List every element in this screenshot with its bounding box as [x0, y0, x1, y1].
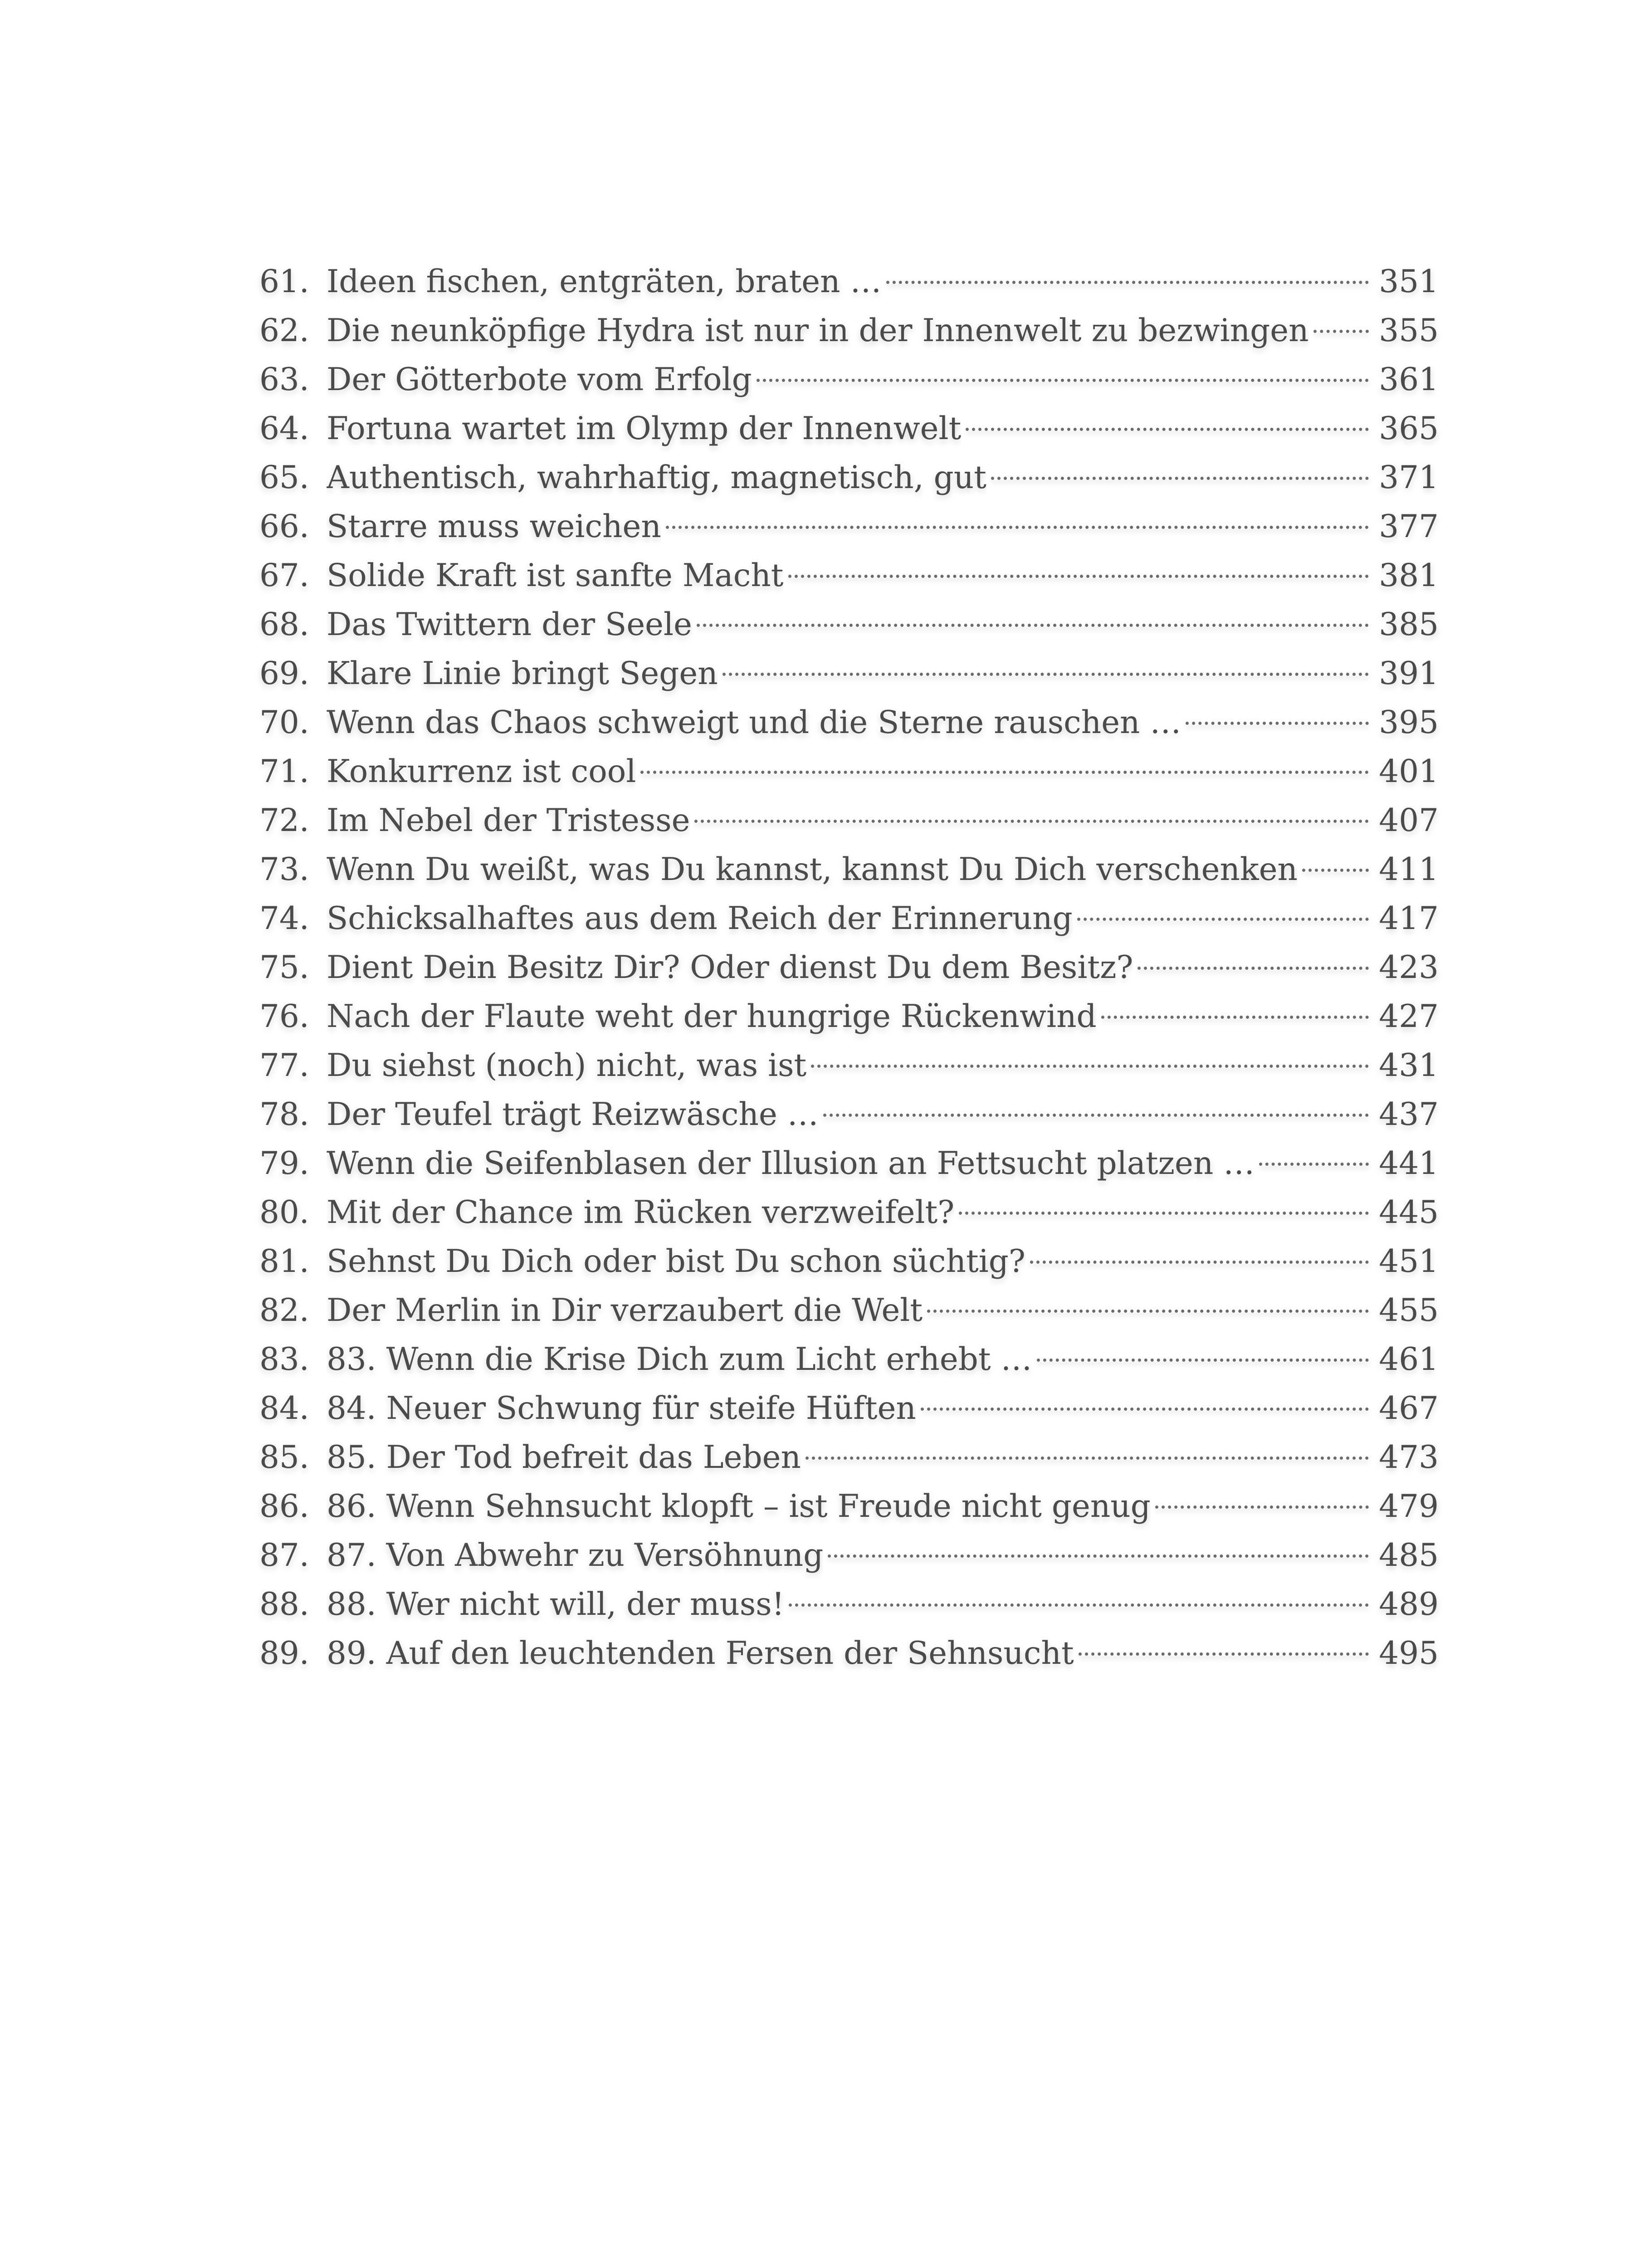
- entry-page-number: 445: [1379, 1194, 1439, 1231]
- entry-title: Der Teufel trägt Reizwäsche …: [327, 1096, 819, 1133]
- dot-leader: [722, 673, 1369, 676]
- entry-title: Wenn Du weißt, was Du kannst, kannst Du Dich verschenken: [327, 851, 1298, 888]
- toc-entry: [259, 747, 1439, 796]
- toc-entry: [259, 1482, 1439, 1531]
- dot-leader: [1037, 1359, 1369, 1362]
- dot-leader: [1077, 918, 1369, 921]
- entry-page-number: 385: [1379, 606, 1439, 643]
- entry-title: Ideen fischen, entgräten, braten …: [327, 264, 882, 300]
- dot-leader: [823, 1114, 1369, 1117]
- entry-number: 71.: [259, 753, 309, 790]
- entry-page-number: 411: [1379, 851, 1439, 888]
- entry-title: 83. Wenn die Krise Dich zum Licht erhebt …: [327, 1341, 1032, 1378]
- entry-title: Klare Linie bringt Segen: [327, 655, 718, 692]
- toc-entry: [259, 845, 1439, 894]
- entry-title: 87. Von Abwehr zu Versöhnung: [327, 1537, 824, 1574]
- entry-page-number: 473: [1379, 1439, 1439, 1476]
- entry-title: Der Merlin in Dir verzaubert die Welt: [327, 1292, 923, 1329]
- entry-title: Dient Dein Besitz Dir? Oder dienst Du dem Besitz?: [327, 949, 1133, 986]
- entry-number: 76.: [259, 998, 309, 1035]
- dot-leader: [789, 1603, 1369, 1607]
- entry-title: Im Nebel der Tristesse: [327, 802, 690, 839]
- toc-entry: [259, 1286, 1439, 1335]
- dot-leader: [1313, 330, 1369, 333]
- toc-entry: [259, 404, 1439, 453]
- entry-title: 88. Wer nicht will, der muss!: [327, 1586, 785, 1623]
- entry-page-number: 361: [1379, 362, 1439, 398]
- entry-page-number: 371: [1379, 459, 1439, 496]
- toc-entry: [259, 1237, 1439, 1286]
- entry-page-number: 395: [1379, 704, 1439, 741]
- entry-title: Authentisch, wahrhaftig, magnetisch, gut: [327, 459, 986, 496]
- entry-title: Konkurrenz ist cool: [327, 753, 636, 790]
- entry-number: 70.: [259, 704, 309, 741]
- entry-page-number: 355: [1379, 313, 1439, 349]
- entry-number: 73.: [259, 851, 309, 888]
- entry-number: 65.: [259, 459, 309, 496]
- entry-number: 88.: [259, 1586, 309, 1623]
- dot-leader: [1079, 1652, 1369, 1656]
- toc-entry: [259, 943, 1439, 992]
- entry-number: 78.: [259, 1096, 309, 1133]
- entry-page-number: 417: [1379, 900, 1439, 937]
- dot-leader: [811, 1065, 1369, 1068]
- entry-number: 86.: [259, 1488, 309, 1525]
- dot-leader: [1137, 967, 1369, 970]
- entry-number: 64.: [259, 411, 309, 447]
- entry-number: 72.: [259, 802, 309, 839]
- toc-entry: [259, 1188, 1439, 1237]
- dot-leader: [959, 1212, 1369, 1215]
- entry-title: Schicksalhaftes aus dem Reich der Erinnerung: [327, 900, 1073, 937]
- entry-page-number: 427: [1379, 998, 1439, 1035]
- entry-page-number: 407: [1379, 802, 1439, 839]
- entry-page-number: 467: [1379, 1390, 1439, 1427]
- entry-number: 67.: [259, 557, 309, 594]
- dot-leader: [886, 281, 1369, 284]
- toc-entry: [259, 649, 1439, 698]
- toc-entry: [259, 1090, 1439, 1139]
- entry-page-number: 485: [1379, 1537, 1439, 1574]
- entry-page-number: 495: [1379, 1635, 1439, 1672]
- dot-leader: [1259, 1163, 1369, 1166]
- dot-leader: [1155, 1505, 1369, 1509]
- entry-number: 82.: [259, 1292, 309, 1329]
- entry-number: 74.: [259, 900, 309, 937]
- toc-entry: [259, 1139, 1439, 1188]
- toc-entry: [259, 1629, 1439, 1678]
- toc-entry: [259, 551, 1439, 600]
- entry-title: 85. Der Tod befreit das Leben: [327, 1439, 801, 1476]
- entry-page-number: 489: [1379, 1586, 1439, 1623]
- entry-page-number: 437: [1379, 1096, 1439, 1133]
- entry-title: 84. Neuer Schwung für steife Hüften: [327, 1390, 916, 1427]
- entry-title: Fortuna wartet im Olymp der Innenwelt: [327, 411, 962, 447]
- entry-title: Starre muss weichen: [327, 508, 661, 545]
- entry-number: 87.: [259, 1537, 309, 1574]
- entry-page-number: 401: [1379, 753, 1439, 790]
- dot-leader: [788, 575, 1369, 578]
- entry-number: 63.: [259, 362, 309, 398]
- dot-leader: [991, 477, 1369, 480]
- dot-leader: [757, 379, 1369, 382]
- entry-title: Nach der Flaute weht der hungrige Rückenwind: [327, 998, 1097, 1035]
- entry-page-number: 461: [1379, 1341, 1439, 1378]
- entry-page-number: 365: [1379, 411, 1439, 447]
- entry-page-number: 455: [1379, 1292, 1439, 1329]
- toc-entry: [259, 502, 1439, 551]
- entry-page-number: 391: [1379, 655, 1439, 692]
- toc-entry: [259, 355, 1439, 404]
- entry-page-number: 351: [1379, 264, 1439, 300]
- entry-title: Sehnst Du Dich oder bist Du schon süchtig?: [327, 1243, 1025, 1280]
- entry-page-number: 423: [1379, 949, 1439, 986]
- entry-number: 75.: [259, 949, 309, 986]
- entry-number: 81.: [259, 1243, 309, 1280]
- entry-page-number: 377: [1379, 508, 1439, 545]
- toc-entry: [259, 600, 1439, 649]
- toc-entry: [259, 453, 1439, 502]
- entry-number: 80.: [259, 1194, 309, 1231]
- entry-title: 89. Auf den leuchtenden Fersen der Sehnsucht: [327, 1635, 1074, 1672]
- toc-entry: [259, 1384, 1439, 1433]
- table-of-contents: [259, 257, 1439, 1678]
- dot-leader: [640, 771, 1369, 774]
- dot-leader: [1101, 1016, 1369, 1019]
- entry-number: 68.: [259, 606, 309, 643]
- entry-title: Mit der Chance im Rücken verzweifelt?: [327, 1194, 955, 1231]
- dot-leader: [1030, 1261, 1369, 1264]
- toc-entry: [259, 992, 1439, 1041]
- entry-title: Der Götterbote vom Erfolg: [327, 362, 752, 398]
- dot-leader: [927, 1310, 1369, 1313]
- dot-leader: [805, 1457, 1369, 1460]
- toc-entry: [259, 1335, 1439, 1384]
- entry-page-number: 381: [1379, 557, 1439, 594]
- entry-title: Wenn das Chaos schweigt und die Sterne rauschen …: [327, 704, 1181, 741]
- entry-page-number: 431: [1379, 1047, 1439, 1084]
- entry-number: 83.: [259, 1341, 309, 1378]
- entry-number: 61.: [259, 264, 309, 300]
- toc-entry: [259, 1433, 1439, 1482]
- toc-entry: [259, 894, 1439, 943]
- dot-leader: [921, 1408, 1369, 1411]
- entry-title: Solide Kraft ist sanfte Macht: [327, 557, 784, 594]
- entry-page-number: 451: [1379, 1243, 1439, 1280]
- toc-entry: [259, 1041, 1439, 1090]
- dot-leader: [697, 624, 1369, 627]
- entry-title: 86. Wenn Sehnsucht klopft – ist Freude nicht genug: [327, 1488, 1151, 1525]
- toc-entry: [259, 257, 1439, 306]
- entry-title: Die neunköpfige Hydra ist nur in der Innenwelt zu bezwingen: [327, 313, 1309, 349]
- entry-title: Das Twittern der Seele: [327, 606, 692, 643]
- dot-leader: [828, 1554, 1369, 1558]
- toc-entry: [259, 796, 1439, 845]
- entry-title: Wenn die Seifenblasen der Illusion an Fettsucht platzen …: [327, 1145, 1255, 1182]
- dot-leader: [694, 820, 1369, 823]
- entry-number: 77.: [259, 1047, 309, 1084]
- toc-entry: [259, 306, 1439, 355]
- entry-number: 69.: [259, 655, 309, 692]
- entry-page-number: 479: [1379, 1488, 1439, 1525]
- toc-entry: [259, 1580, 1439, 1629]
- entry-number: 85.: [259, 1439, 309, 1476]
- dot-leader: [966, 428, 1369, 431]
- toc-entry: [259, 1531, 1439, 1580]
- entry-number: 62.: [259, 313, 309, 349]
- entry-number: 66.: [259, 508, 309, 545]
- dot-leader: [1302, 869, 1369, 872]
- toc-entry: [259, 698, 1439, 747]
- entry-number: 84.: [259, 1390, 309, 1427]
- dot-leader: [1186, 722, 1369, 725]
- entry-page-number: 441: [1379, 1145, 1439, 1182]
- entry-number: 79.: [259, 1145, 309, 1182]
- dot-leader: [666, 526, 1369, 529]
- entry-title: Du siehst (noch) nicht, was ist: [327, 1047, 807, 1084]
- entry-number: 89.: [259, 1635, 309, 1672]
